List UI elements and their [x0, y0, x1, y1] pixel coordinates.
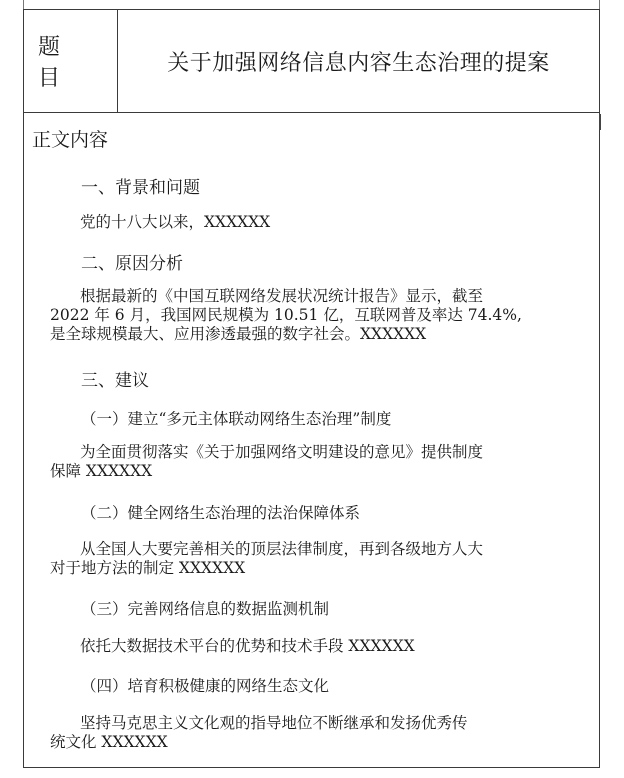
- paragraph-line: 坚持马克思主义文化观的指导地位不断继承和发扬优秀传: [80, 714, 468, 732]
- section-heading-cause: 二、原因分析: [81, 254, 183, 274]
- paragraph-s2: [80, 540, 596, 559]
- paragraph-line: 党的十八大以来，XXXXXX: [80, 213, 271, 231]
- paragraph-line: 保障 XXXXXX: [50, 462, 153, 480]
- subsection-heading-3: （三）完善网络信息的数据监测机制: [81, 600, 330, 618]
- paragraph-background: [80, 213, 596, 232]
- paragraph-line: 是全球规模最大、应用渗透最强的数字社会。XXXXXX: [50, 325, 427, 343]
- body-heading: 正文内容: [32, 129, 109, 151]
- title-label: 题 目: [24, 10, 118, 112]
- section-heading-background: 一、背景和问题: [81, 178, 200, 198]
- section-heading-suggestion: 三、建议: [81, 371, 149, 391]
- paragraph-cause-cont: [50, 306, 596, 344]
- paragraph-line: 2022 年 6 月，我国网民规模为 10.51 亿，互联网普及率达 74.4%,: [50, 306, 522, 324]
- subsection-heading-1: （一）建立“多元主体联动网络生态治理”制度: [81, 410, 392, 428]
- paragraph-s1-cont: [50, 462, 596, 481]
- title-row: [24, 10, 599, 113]
- paragraph-s3: [80, 637, 596, 656]
- paragraph-s4-cont: [50, 733, 596, 752]
- subsection-heading-4: （四）培育积极健康的网络生态文化: [81, 677, 330, 695]
- margin-mark-left: [23, 0, 24, 9]
- text-cursor: [599, 114, 601, 130]
- paragraph-line: 统文化 XXXXXX: [50, 733, 168, 751]
- paragraph-s4: [80, 714, 596, 733]
- paragraph-s1: [80, 443, 596, 462]
- paragraph-line: 根据最新的《中国互联网络发展状况统计报告》显示，截至: [80, 287, 484, 305]
- paragraph-s2-cont: [50, 559, 596, 578]
- paragraph-line: 对于地方法的制定 XXXXXX: [50, 559, 246, 577]
- paragraph-line: 从全国人大要完善相关的顶层法律制度，再到各级地方人大: [80, 540, 484, 558]
- proposal-title[interactable]: 关于加强网络信息内容生态治理的提案: [167, 50, 550, 76]
- subsection-heading-2: （二）健全网络生态治理的法治保障体系: [81, 504, 361, 522]
- proposal-table: [23, 9, 600, 768]
- margin-mark-right: [599, 0, 600, 9]
- paragraph-cause: [80, 287, 596, 306]
- paragraph-line: 依托大数据技术平台的优势和技术手段 XXXXXX: [80, 637, 415, 655]
- paragraph-line: 为全面贯彻落实《关于加强网络文明建设的意见》提供制度: [80, 443, 484, 461]
